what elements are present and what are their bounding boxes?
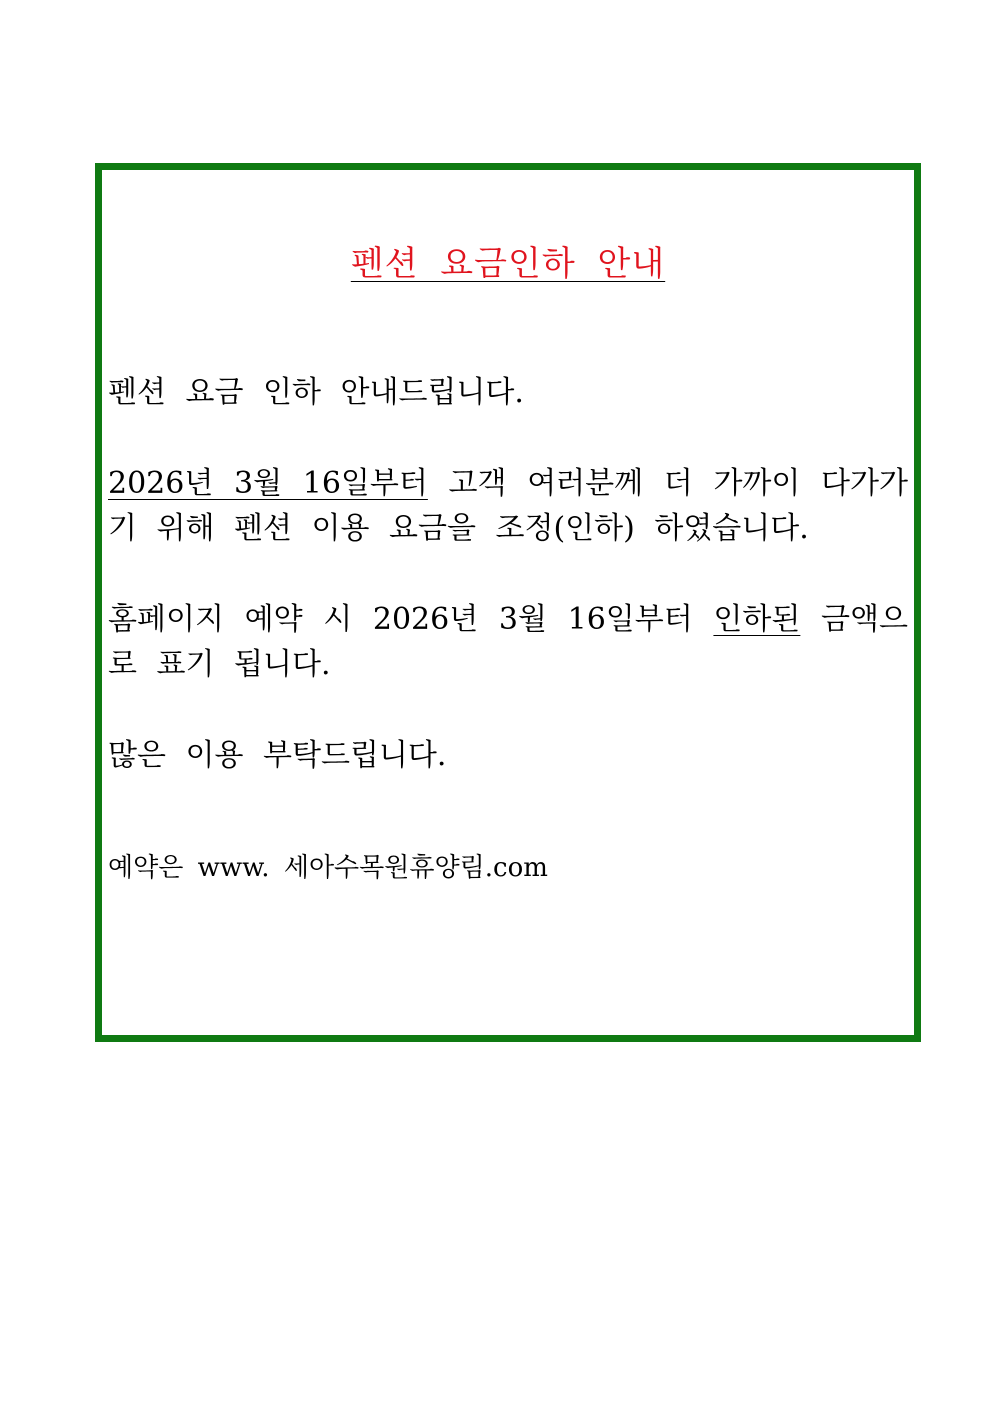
reduced-emphasis: 인하된 bbox=[713, 602, 801, 637]
reservation-contact: 예약은 www. 세아수목원휴양림.com bbox=[108, 853, 548, 883]
notice-title bbox=[102, 242, 914, 286]
notice-title-text: 펜션 요금인하 안내 bbox=[350, 244, 666, 284]
date-paragraph bbox=[108, 461, 908, 551]
intro-paragraph: 펜션 요금 인하 안내드립니다. bbox=[108, 375, 524, 410]
booking-paragraph-start: 홈페이지 예약 시 2026년 3월 16일부터 bbox=[108, 602, 714, 637]
closing-paragraph: 많은 이용 부탁드립니다. bbox=[108, 738, 447, 773]
booking-paragraph-end: 금액으로 표기 됩니다. bbox=[108, 602, 908, 682]
notice-body bbox=[108, 370, 908, 824]
notice-frame bbox=[95, 163, 921, 1042]
date-paragraph-rest: 고객 여러분께 더 가까이 다가가기 위해 펜션 이용 요금을 조정(인하) 하였습니다. bbox=[108, 466, 908, 546]
booking-paragraph bbox=[108, 597, 908, 687]
effective-date: 2026년 3월 16일부터 bbox=[108, 466, 428, 501]
